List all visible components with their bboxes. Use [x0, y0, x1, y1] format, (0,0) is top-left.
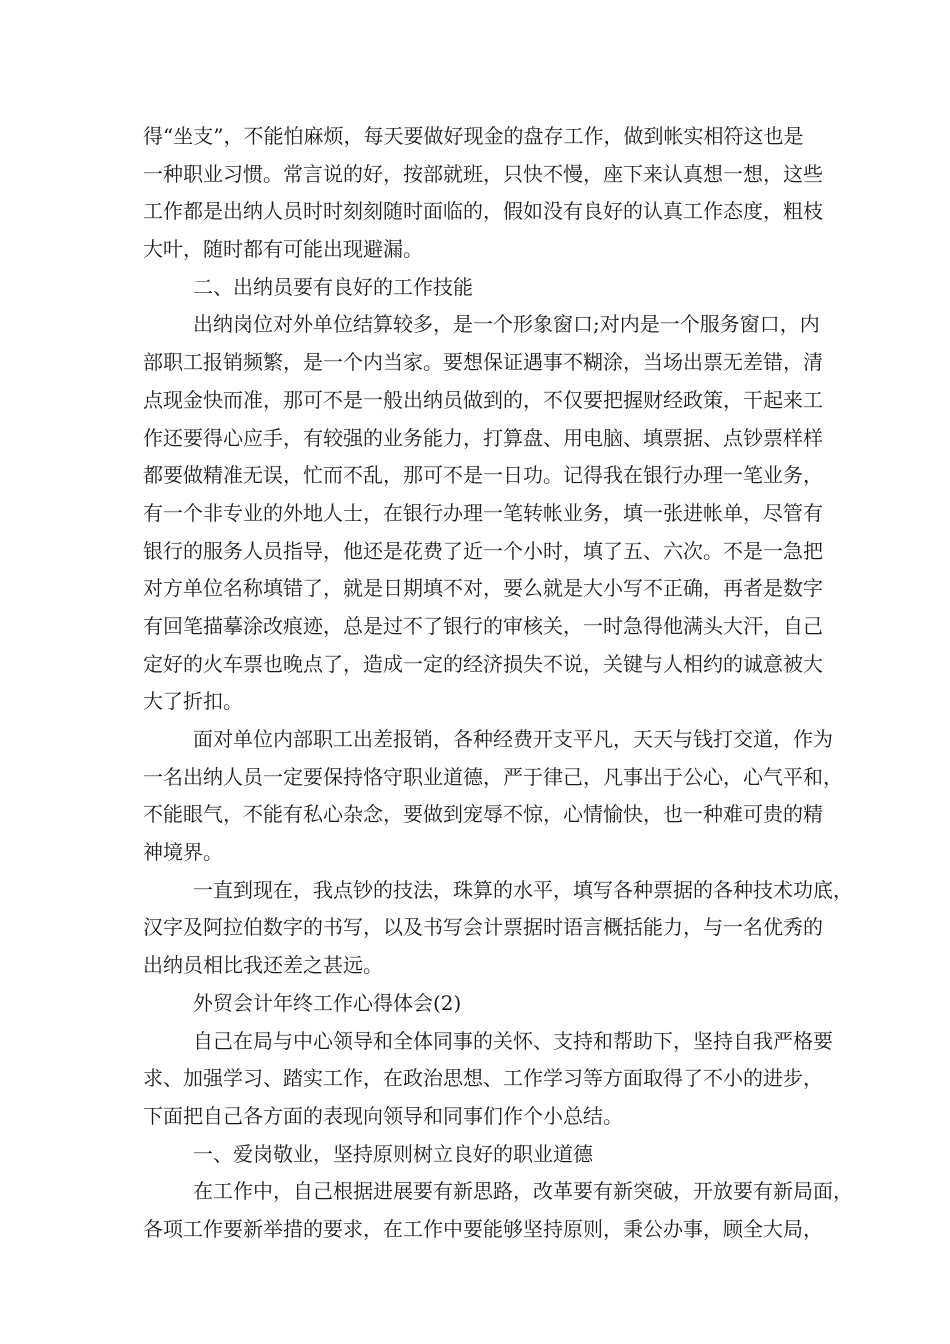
text-line: 一、爱岗敬业，坚持原则树立良好的职业道德: [193, 1141, 593, 1166]
text-line: 银行的服务人员指导，他还是花费了近一个小时，填了五、六次。不是一急把: [143, 538, 823, 563]
text-line: 出纳员相比我还差之甚远。: [143, 953, 383, 978]
text-line: 点现金快而准，那可不是一般出纳员做到的，不仅要把握财经政策，干起来工: [143, 387, 823, 412]
text-line: 工作都是出纳人员时时刻刻随时面临的，假如没有良好的认真工作态度，粗枝: [143, 199, 823, 224]
text-line: 面对单位内部职工出差报销，各种经费开支平凡，天天与钱打交道，作为: [193, 727, 833, 751]
text-line: 定好的火车票也晚点了，造成一定的经济损失不说，关键与人相约的诚意被大: [143, 651, 823, 676]
text-line: 汉字及阿拉伯数字的书写，以及书写会计票据时语言概括能力，与一名优秀的: [143, 915, 823, 940]
text-line: 作还要得心应手，有较强的业务能力，打算盘、用电脑、填票据、点钞票样样: [143, 425, 823, 450]
text-line: 神境界。: [143, 840, 223, 865]
text-line: 出纳岗位对外单位结算较多，是一个形象窗口;对内是一个服务窗口，内: [193, 312, 820, 337]
text-line: 得“坐支”，不能怕麻烦，每天要做好现金的盘存工作，做到帐实相符这也是: [143, 124, 804, 148]
text-line: 有回笔描摹涂改痕迹，总是过不了银行的审核关，一时急得他满头大汗，自己: [143, 613, 823, 638]
text-line: 一名出纳人员一定要保持恪守职业道德，严于律己，凡事出于公心，心气平和，: [143, 764, 843, 789]
text-line: 一直到现在，我点钞的技法，珠算的水平，填写各种票据的各种技术功底，: [193, 877, 853, 902]
text-line: 外贸会计年终工作心得体会(2): [193, 990, 462, 1015]
text-line: 在工作中，自己根据进展要有新思路，改革要有新突破，开放要有新局面，: [193, 1179, 853, 1204]
text-line: 部职工报销频繁，是一个内当家。要想保证遇事不糊涂，当场出票无差错，清: [143, 350, 823, 375]
text-line: 大叶，随时都有可能出现避漏。: [143, 237, 423, 262]
text-line: 下面把自己各方面的表现向领导和同事们作个小总结。: [143, 1103, 623, 1128]
text-line: 一种职业习惯。常言说的好，按部就班，只快不慢，座下来认真想一想，这些: [143, 161, 823, 186]
text-line: 对方单位名称填错了，就是日期填不对，要么就是大小写不正确，再者是数字: [143, 576, 823, 601]
text-line: 二、出纳员要有良好的工作技能: [193, 274, 473, 299]
text-line: 都要做精准无误，忙而不乱，那可不是一日功。记得我在银行办理一笔业务，: [143, 463, 823, 488]
text-line: 自己在局与中心领导和全体同事的关怀、支持和帮助下，坚持自我严格要: [193, 1028, 833, 1053]
document-body: [143, 118, 853, 1249]
text-line: 大了折扣。: [143, 689, 243, 714]
text-line: 求、加强学习、踏实工作，在政治思想、工作学习等方面取得了不小的进步，: [143, 1066, 823, 1091]
text-line: 各项工作要新举措的要求，在工作中要能够坚持原则，秉公办事，顾全大局，: [143, 1216, 823, 1241]
text-line: 不能眼气，不能有私心杂念，要做到宠辱不惊，心情愉快，也一种难可贵的精: [143, 802, 823, 827]
text-line: 有一个非专业的外地人士，在银行办理一笔转帐业务，填一张进帐单，尽管有: [143, 500, 823, 525]
